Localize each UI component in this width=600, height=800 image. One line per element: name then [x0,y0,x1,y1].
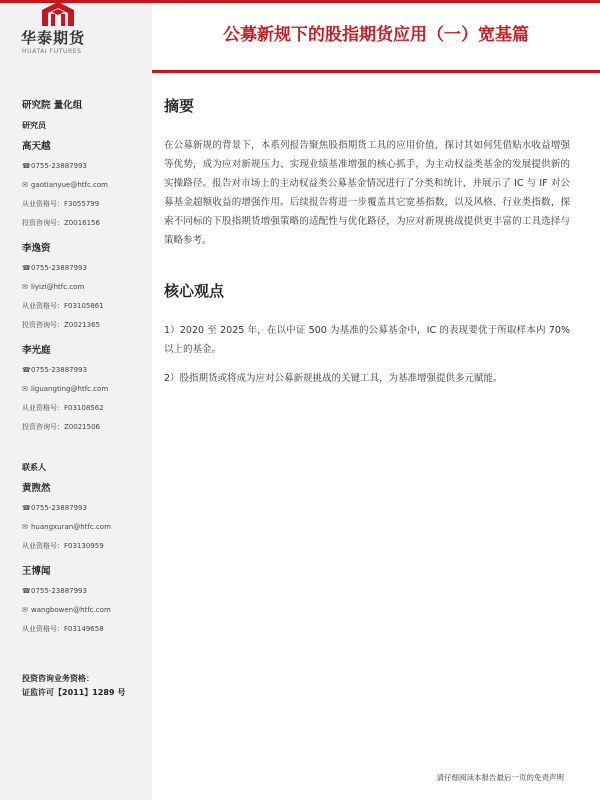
advisory-number: 投资咨询号：Z0016156 [22,219,100,227]
department-label: 研究院 量化组 [22,100,83,111]
researcher-name: 高天越 [22,141,51,152]
abstract-paragraph: 在公募新规的背景下，本系列报告聚焦股指期货工具的应用价值，探讨其如何凭借贴水收益增强等优势，成为应对新规压力、实现业绩基准增强的核心抓手，为主动权益类基金的发展提供新的实操路径。报告对市场上的主动权益类公募基金情况进行了分类和统计，并展示了 IC 与 IF 对公募基金超额收益的增强作用。后续报告将进一步覆盖其它宽基指数，以及风格、行业类指数，探索不同标的下股指期货增强策略的适配性与优化路径，为应对新规挑战提供更丰富的工具选择与策略参考。 [164,140,570,246]
license-number: 证监许可【2011】1289 号 [22,688,126,697]
logo-text-cn: 华泰期货 [21,29,86,47]
contact-card [22,480,147,559]
phone-icon: ☎ [22,504,31,512]
email-link[interactable]: liyizi@htfc.com [31,283,85,291]
email-link[interactable]: liguangting@htfc.com [31,385,109,393]
document-title: 公募新规下的股指期货应用（一）宽基篇 [223,25,529,45]
email-line [22,521,147,540]
phone-number: 0755-23887993 [31,504,87,512]
phone-line [22,585,147,604]
phone-line [22,364,147,383]
email-line [22,604,147,623]
qualification-number: 从业资格号：F03105861 [22,302,104,310]
phone-number: 0755-23887993 [31,587,87,595]
researcher-card [22,138,147,236]
abstract-heading: 摘要 [164,97,195,115]
phone-line [22,502,147,521]
contact-name: 王博闻 [22,566,51,577]
phone-line [22,262,147,281]
phone-icon: ☎ [22,587,31,595]
core-views-heading: 核心观点 [164,282,225,300]
core-point: 1）2020 至 2025 年，在以中证 500 为基准的公募基金中，IC 的表现要优于所取样本内 70%以上的基金。 [164,325,570,355]
envelope-icon: ✉ [22,523,28,531]
researchers-label: 研究员 [22,121,46,130]
researcher-name: 李逸资 [22,243,51,254]
core-point: 2）股指期货或将成为应对公募新规挑战的关键工具，为基准增强提供多元赋能。 [164,373,503,384]
email-line [22,179,147,198]
email-line [22,281,147,300]
envelope-icon: ✉ [22,606,28,614]
advisory-number: 投资咨询号：Z0021506 [22,423,100,431]
researcher-name: 李光庭 [22,345,51,356]
envelope-icon: ✉ [22,181,28,189]
phone-icon: ☎ [22,264,31,272]
main-content [164,95,570,398]
email-line [22,383,147,402]
qualification-number: 从业资格号：F3055799 [22,200,100,208]
qualification-number: 从业资格号：F03130959 [22,542,104,550]
phone-number: 0755-23887993 [31,366,87,374]
qualification-number: 从业资格号：F03149658 [22,625,104,633]
phone-number: 0755-23887993 [31,264,87,272]
phone-line [22,160,147,179]
qualification-number: 从业资格号：F03108562 [22,404,104,412]
disclaimer-note: 请仔细阅读本报告最后一页的免责声明 [436,773,564,782]
email-link[interactable]: huangxuran@htfc.com [31,523,111,531]
researcher-card [22,342,147,440]
title-divider [152,70,600,73]
logo-mark-icon [38,0,78,26]
license-label: 投资咨询业务资格： [22,674,94,683]
envelope-icon: ✉ [22,385,28,393]
contact-card [22,563,147,642]
advisory-number: 投资咨询号：Z0021365 [22,321,100,329]
company-logo [18,0,118,62]
contacts-label: 联系人 [22,463,46,472]
phone-number: 0755-23887993 [31,162,87,170]
envelope-icon: ✉ [22,283,28,291]
logo-text-en: HUATAI FUTURES [22,48,82,55]
email-link[interactable]: gaotianyue@htfc.com [31,181,108,189]
email-link[interactable]: wangbowen@htfc.com [31,606,111,614]
researcher-card [22,240,147,338]
contact-name: 黄煦然 [22,483,51,494]
author-panel [22,97,147,700]
phone-icon: ☎ [22,162,31,170]
phone-icon: ☎ [22,366,31,374]
